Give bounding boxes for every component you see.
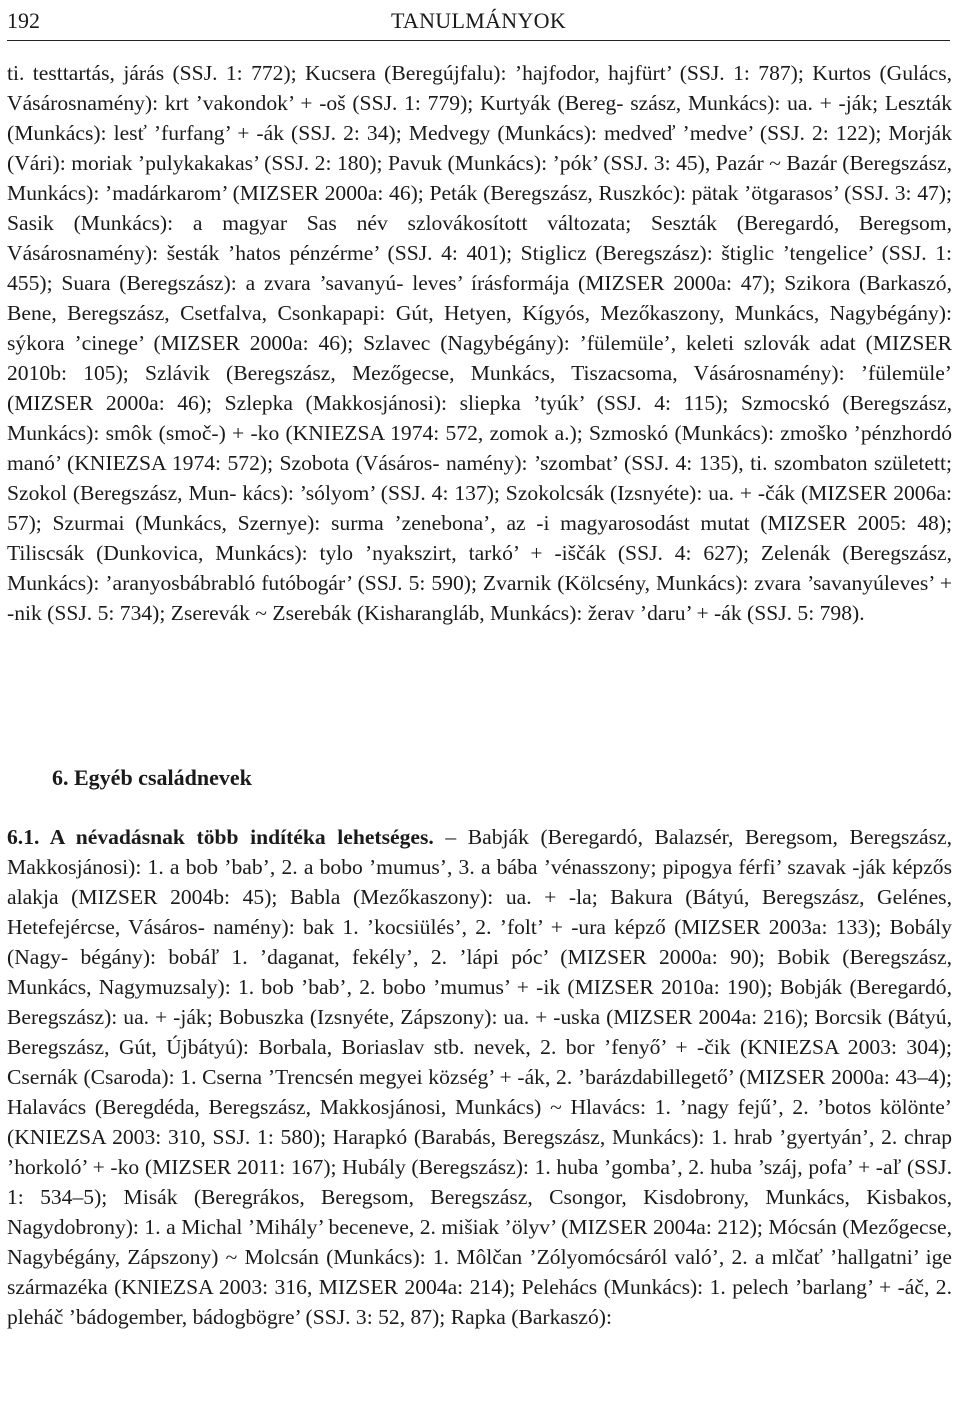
text-line: (Beregszász): štiglic ’tengelice’ (SSJ. 1: 455); Suara (Beregszász): a zvara ’savanyú- bbox=[7, 241, 952, 295]
text-line: Medvegy (Munkács): medveď ’medve’ (SSJ. 2: 122); Morják (Vári): moriak ’pulykakakas’ bbox=[7, 121, 952, 175]
text-line: namény): ’szombat’ (SSJ. 4: 135), ti. szombaton született; Szokol (Beregszász, Mun- bbox=[7, 451, 952, 505]
text-line: ’Trencsén megyei község’ + -ák, 2. ’barázdabillegető’ (MIZSER 2000a: 43–4); Halavács bbox=[7, 1065, 952, 1119]
text-line: Beregsom, Beregszász, Makkosjánosi): 1. a bob ’bab’, 2. a bobo ’mumus’, 3. a bába bbox=[7, 825, 953, 879]
paragraph-1 bbox=[7, 58, 952, 628]
text-line: ige származéka (KNIEZSA 2003: 316, MIZSER 2004a: 214); Pelehács (Munkács): 1. pelech bbox=[7, 1245, 952, 1299]
text-line: ’madárkarom’ (MIZSER 2000a: 46); Peták (Beregszász, Ruszkóc): pätak ’ötgarasos’ bbox=[105, 181, 839, 205]
text-line: ’fülemüle’ (MIZSER 2000a: 46); Szlepka (Makkosjánosi): sliepka ’tyúk’ (SSJ. 4: 115); bbox=[7, 361, 952, 415]
paragraph-1-text bbox=[7, 58, 952, 628]
text-line: ’vénasszony; pipogya férfi’ szavak -ják képzős alakja (MIZSER 2004b: 45); Babla bbox=[7, 855, 953, 909]
text-line: ti. testtartás, járás (SSJ. 1: 772); Kucsera (Beregújfalu): ’hajfodor, hajfürt’ (SSJ. 1: 787); bbox=[7, 61, 804, 85]
text-line: Kurtos (Gulács, Vásárosnamény): krt ’vakondok’ + -oš (SSJ. 1: 779); Kurtyák (Bereg- bbox=[7, 61, 953, 115]
text-line: Zápszony) ~ Molcsán (Munkács): 1. Môlčan ’Zólyomócsáról való’, 2. a mlčať ’hallgatni’ bbox=[127, 1245, 919, 1269]
page-header bbox=[7, 4, 950, 41]
text-line: Beregszász, Csongor, Kisdobrony, Munkács, Kisbakos, Nagydobrony): 1. a Michal ’Mihály’ bbox=[7, 1185, 952, 1239]
text-line: bégány): bobáľ 1. ’daganat, fekély’, 2. ’lápi póc’ (MIZSER 2000a: 90); Bobik (Beregszász, bbox=[80, 945, 952, 969]
text-line: Munkács, Nagymuzsaly): 1. bob ’bab’, 2. bobo ’mumus’ + -ik (MIZSER 2010a: 190); Bobják bbox=[7, 975, 843, 999]
text-line: Szurmai (Munkács, Szernye): surma ’zenebona’, az -i magyarosodást mutat (MIZSER bbox=[52, 511, 847, 535]
text-line: Szmocskó (Beregszász, Munkács): smôk (smoč-) + -ko (KNIEZSA 1974: 572, zomok a.); bbox=[7, 391, 952, 445]
text-line: 1. hrab ’gyertyán’, 2. chrap ’horkoló’ + -ko (MIZSER 2011: 167); Hubály (Beregszász): bbox=[7, 1125, 952, 1179]
text-line: leves’ írásformája (MIZSER 2000a: 47); Szikora (Barkaszó, Bene, Beregszász, Csetfalva, bbox=[7, 271, 952, 325]
text-line: (Kisharangláb, Munkács): žerav ’daru’ + -ák (SSJ. 5: 798). bbox=[356, 601, 865, 625]
text-line: (Beregardó, Beregsom, Vásárosnamény): šesták ’hatos pénzérme’ (SSJ. 4: 401); Stiglicz bbox=[7, 211, 952, 265]
text-line: kács): ’sólyom’ (SSJ. 4: 137); Szokolcsák (Izsnyéte): ua. + -čák (MIZSER 2006a: 57); bbox=[7, 481, 952, 535]
text-line: 2010b: 105); Szlávik (Beregszász, Mezőgecse, Munkács, Tiszacsoma, Vásárosnamény): bbox=[7, 361, 845, 385]
text-line: (SSJ. 2: 180); Pavuk (Munkács): ’pók’ (SSJ. 3: 45), Pazár ~ Bazár (Beregszász, Munkács): bbox=[7, 151, 952, 205]
text-line: stb. nevek, 2. bor ’fenyő’ + -čik (KNIEZSA 2003: 304); Csernák (Csaroda): 1. Cserna bbox=[7, 1035, 952, 1089]
text-line: Szmoskó (Munkács): zmoško ’pénzhordó manó’ (KNIEZSA 1974: 572); Szobota (Vásáros- bbox=[7, 421, 952, 475]
text-line: 1. huba ’gomba’, 2. huba ’száj, pofa’ + -aľ (SSJ. 1: 534–5); Misák (Beregrákos, Beregsom, bbox=[7, 1155, 952, 1209]
text-line: (Beregardó, Beregszász): ua. + -ják; Bobuszka (Izsnyéte, Zápszony): ua. + -uska bbox=[7, 975, 952, 1029]
text-line: Zelenák (Beregszász, Munkács): ’aranyosbábrabló futóbogár’ (SSJ. 5: 590); Zvarnik bbox=[7, 541, 952, 595]
text-line: kölönte’ (KNIEZSA 2003: 310, SSJ. 1: 580); Harapkó (Barabás, Beregszász, Munkács): bbox=[7, 1095, 952, 1149]
section-heading: 6. Egyéb családnevek bbox=[52, 765, 252, 790]
page-number: 192 bbox=[7, 8, 40, 33]
paragraph-2 bbox=[7, 822, 952, 1332]
text-line: ’barlang’ + -áč, 2. pleháč ’bádogember, bádogbögre’ (SSJ. 3: 52, 87); Rapka (Barkaszó): bbox=[7, 1275, 952, 1329]
text-line: (Mezőkaszony): ua. + -la; Bakura (Bátyú, Beregszász, Gelénes, Hetefejércse, Vásáros- bbox=[7, 885, 952, 939]
text-line: beceneve, 2. mišiak ’ölyv’ (MIZSER 2004a: 212); Mócsán (Mezőgecse, Nagybégány, bbox=[7, 1215, 952, 1269]
text-line: (Beregdéda, Beregszász, Makkosjánosi, Munkács) ~ Hlavács: 1. ’nagy fejű’, 2. ’botos bbox=[94, 1095, 872, 1119]
text-line: 2005: 48); Tiliscsák (Dunkovica, Munkács): tylo ’nyakszirt, tarkó’ + -iščák (SSJ. 4: 627); bbox=[7, 511, 952, 565]
running-head: TANULMÁNYOK bbox=[390, 8, 567, 33]
text-line: (Kölcsény, Munkács): zvara ’savanyúleves’ + -nik (SSJ. 5: 734); Zserevák ~ Zserebák bbox=[7, 571, 953, 625]
text-line: – Babják (Beregardó, Balazsér, bbox=[445, 825, 734, 849]
paragraph-2-text bbox=[7, 822, 952, 1332]
text-line: Csonkapapi: Gút, Hetyen, Kígyós, Mezőkaszony, Munkács, Nagybégány): sýkora ’cinege’ bbox=[7, 301, 953, 355]
subsection-lead: 6.1. A névadásnak több indítéka lehetséges. bbox=[7, 825, 434, 849]
text-line: (SSJ. 3: 47); Sasik (Munkács): a magyar Sas név szlovákosított változata; Seszták bbox=[7, 181, 952, 235]
text-line: (MIZSER 2000a: 46); Szlavec (Nagybégány): ’fülemüle’, keleti szlovák adat (MIZSER bbox=[153, 331, 953, 355]
text-line: szász, Munkács): ua. + -ják; Leszták (Munkács): lesť ’furfang’ + -ák (SSJ. 2: 34); bbox=[7, 91, 953, 145]
text-line: namény): bak 1. ’kocsiülés’, 2. ’folt’ + -ura képző (MIZSER 2003a: 133); Bobály (Nagy- bbox=[7, 915, 952, 969]
text-line: (MIZSER 2004a: 216); Borcsik (Bátyú, Beregszász, Gút, Újbátyú): Borbala, Boriaslav bbox=[7, 1005, 952, 1059]
